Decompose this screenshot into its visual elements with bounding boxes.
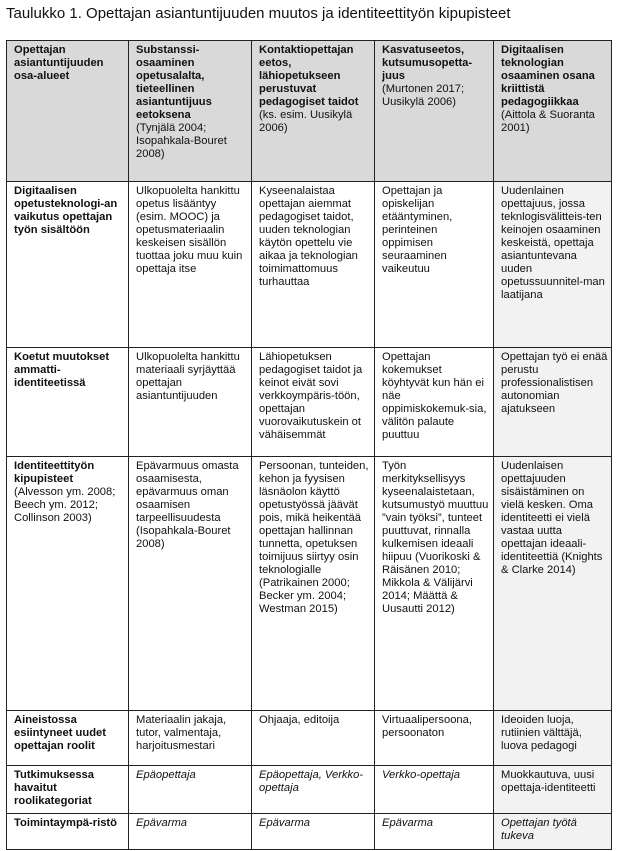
table-row [7,711,612,766]
column-header: Substanssi-osaaminen opetusalalta, tieteellinen asiantuntijuus eetoksena (Tynjälä 2004; Isopahkala-Bouret 2008) [129,41,252,182]
table-cell: Ulkopuolelta hankittu materiaali syrjäyttää opettajan asiantuntijuuden [129,348,252,457]
row-header: Tutkimuksessa havaitut roolikategoriat [7,766,129,814]
column-header: Opettajan asiantuntijuuden osa-alueet [7,41,129,182]
table-cell: Kyseenalaistaa opettajan aiemmat pedagogiset taidot, uuden teknologian käytön opettelu vie aikaa ja teknologian toimimattomuus turhauttaa [252,182,375,348]
table-cell: Ulkopuolelta hankittu opetus lisääntyy (esim. MOOC) ja opetusmateriaalin keskeisen sisällön tuottaa joku muu kuin opettaja itse [129,182,252,348]
table-cell: Epävarma [129,814,252,850]
table-cell: Uudenlainen opettajuus, jossa teknlogisvälitteis-ten keinojen osaaminen keskeistä, opettaja asiantuntevana uuden opetussuunnitel-man laatijana [494,182,612,348]
table-cell: Opettajan ja opiskelijan etääntyminen, perinteinen oppimisen seuraaminen vaikeutuu [375,182,494,348]
row-header: Digitaalisen opetusteknologi-an vaikutus opettajan työn sisältöön [7,182,129,348]
table-cell: Verkko-opettaja [375,766,494,814]
table-cell: Ohjaaja, editoija [252,711,375,766]
row-header: Identiteettityön kipupisteet (Alvesson ym. 2008; Beech ym. 2012; Collinson 2003) [7,457,129,711]
table-caption: Taulukko 1. Opettajan asiantuntijuuden muutos ja identiteettityön kipupisteet [6,5,511,22]
column-header: Kasvatuseetos, kutsumusopetta-juus (Murtonen 2017; Uusikylä 2006) [375,41,494,182]
table-cell: Opettajan työtä tukeva [494,814,612,850]
table-row [7,766,612,814]
table-cell: Epävarma [252,814,375,850]
row-header: Koetut muutokset ammatti-identiteetissä [7,348,129,457]
table-cell: Opettajan kokemukset köyhtyvät kun hän ei näe oppimiskokemuk-sia, välitön palaute puuttuu [375,348,494,457]
table-cell: Uudenlaisen opettajuuden sisäistäminen on vielä kesken. Oma identiteetti ei vielä vastaa uutta opettajan ideaali-identiteettiä (Knights & Clarke 2014) [494,457,612,711]
table-cell: Materiaalin jakaja, tutor, valmentaja, harjoitusmestari [129,711,252,766]
column-header: Digitaalisen teknologian osaaminen osana kriittistä pedagogiikkaa (Aittola & Suoranta 2001) [494,41,612,182]
table-header-row [7,41,612,182]
table-row [7,457,612,711]
table-cell: Lähiopetuksen pedagogiset taidot ja keinot eivät sovi verkkoympäris-töön, opettajan vuorovaikutuskein ot vähäisemmät [252,348,375,457]
table-cell: Epävarma [375,814,494,850]
table-cell: Virtuaalipersoona, persoonaton [375,711,494,766]
row-header: Toimintaympä-ristö [7,814,129,850]
table-cell: Muokkautuva, uusi opettaja-identiteetti [494,766,612,814]
table-cell: Persoonan, tunteiden, kehon ja fyysisen läsnäolon käyttö opetustyössä jäävät pois, mikä heikentää opettajan hallinnan tunnetta, opetuksen toimijuus siirtyy osin teknologialle (Patrikainen 2000; Becker ym. 2004; Westman 2015) [252,457,375,711]
row-header: Aineistossa esiintyneet uudet opettajan roolit [7,711,129,766]
data-table [6,40,612,850]
table-cell: Epäopettaja [129,766,252,814]
table-cell: Epäopettaja, Verkko-opettaja [252,766,375,814]
table-row [7,348,612,457]
table-cell: Epävarmuus omasta osaamisesta, epävarmuus oman osaamisen tarpeellisuudesta (Isopahkala-Bouret 2008) [129,457,252,711]
column-header: Kontaktiopettajan eetos, lähiopetukseen perustuvat pedagogiset taidot (ks. esim. Uusikylä 2006) [252,41,375,182]
table-cell: Opettajan työ ei enää perustu professionalistisen autonomian ajatukseen [494,348,612,457]
table-row [7,182,612,348]
table-cell: Työn merkityksellisyys kyseenalaistetaan, kutsumustyö muuttuu ”vain työksi”, tunteet puuttuvat, rinnalla kulkemisen ideaali hiipuu (Vuorikoski & Räisänen 2010; Mikkola & Välijärvi 2014; Määttä & Uusautti 2012) [375,457,494,711]
table-row [7,814,612,850]
table-cell: Ideoiden luoja, rutiinien välttäjä, luova pedagogi [494,711,612,766]
